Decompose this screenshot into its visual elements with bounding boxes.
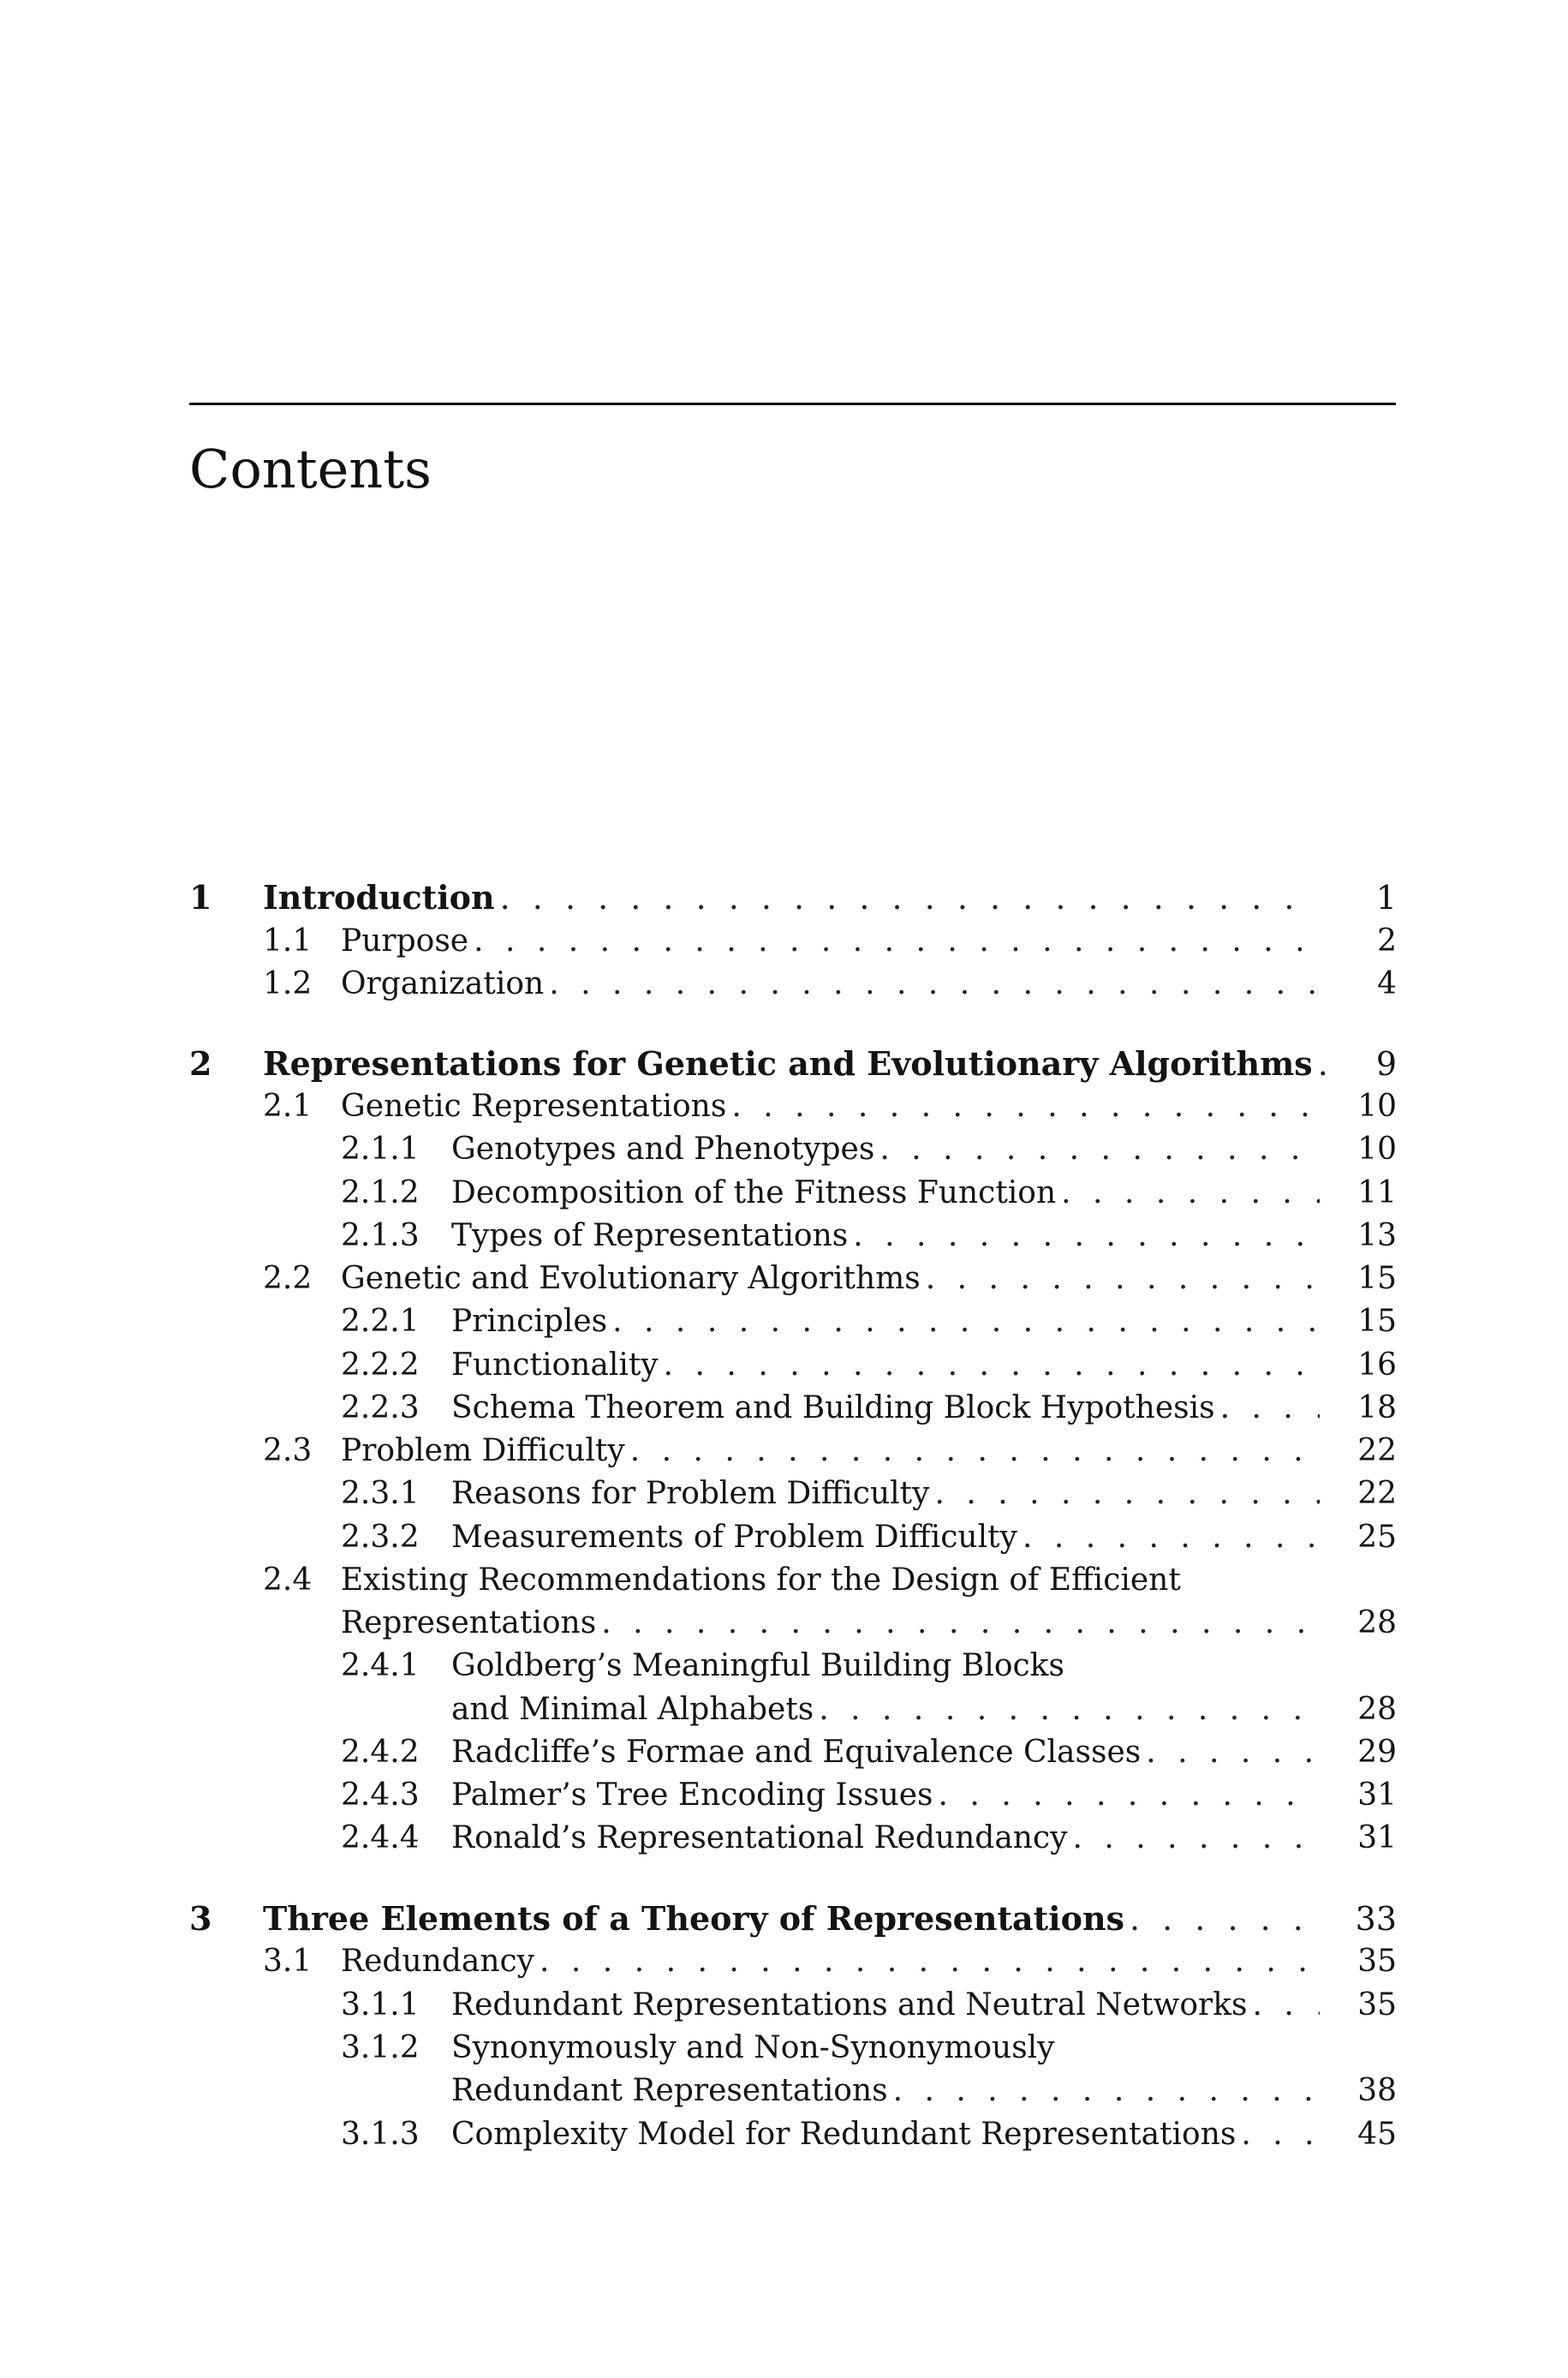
dot-leader bbox=[929, 1473, 1320, 1515]
dot-leader bbox=[1068, 1817, 1321, 1860]
toc-subsection-3-1-2-line1[interactable] bbox=[0, 2027, 1568, 2070]
toc-page-number: 2 bbox=[1377, 923, 1397, 959]
toc-title: Redundant Representations and Neutral Networks bbox=[451, 1987, 1248, 2022]
toc-number: 3.1.2 bbox=[341, 2030, 420, 2065]
toc-number: 2.4 bbox=[263, 1562, 313, 1598]
toc-title: Decomposition of the Fitness Function bbox=[451, 1175, 1057, 1210]
toc-number: 2.1.1 bbox=[341, 1132, 420, 1167]
toc-page-number: 35 bbox=[1357, 1987, 1397, 2022]
toc-title: Genetic and Evolutionary Algorithms bbox=[341, 1261, 921, 1296]
toc-section-2-4-line1[interactable] bbox=[0, 1559, 1568, 1602]
toc-number: 2.1.3 bbox=[341, 1218, 420, 1253]
toc-number: 2.4.4 bbox=[341, 1820, 420, 1855]
dot-leader bbox=[468, 920, 1320, 963]
toc-page-number: 38 bbox=[1357, 2073, 1397, 2108]
dot-leader bbox=[726, 1085, 1320, 1128]
toc-chapter-3[interactable] bbox=[0, 1897, 1568, 1940]
toc-number: 2 bbox=[189, 1044, 212, 1083]
toc-subsection-2-1-1[interactable] bbox=[0, 1128, 1568, 1171]
dot-leader bbox=[495, 876, 1320, 919]
toc-section-1-1[interactable] bbox=[0, 920, 1568, 963]
toc-subsection-2-4-1-line1[interactable] bbox=[0, 1645, 1568, 1688]
toc-section-1-2[interactable] bbox=[0, 963, 1568, 1006]
toc-title: Purpose bbox=[341, 923, 469, 959]
toc-section-3-1[interactable] bbox=[0, 1940, 1568, 1983]
toc-page-number: 9 bbox=[1375, 1045, 1397, 1083]
toc-title: Redundancy bbox=[341, 1944, 535, 1979]
toc-page-number: 22 bbox=[1357, 1433, 1397, 1468]
toc-section-2-4-line2[interactable] bbox=[0, 1602, 1568, 1645]
toc-number: 2.2.3 bbox=[341, 1390, 420, 1425]
toc-page-number: 45 bbox=[1357, 2117, 1397, 2152]
toc-section-2-3[interactable] bbox=[0, 1430, 1568, 1473]
toc-page-number: 22 bbox=[1357, 1476, 1397, 1511]
toc-subsection-3-1-3[interactable] bbox=[0, 2113, 1568, 2156]
dot-leader bbox=[921, 1258, 1320, 1300]
dot-leader bbox=[888, 2070, 1320, 2112]
toc-page-number: 15 bbox=[1357, 1304, 1397, 1339]
dot-leader bbox=[1215, 1387, 1320, 1430]
toc-title-continued: and Minimal Alphabets bbox=[451, 1692, 814, 1727]
dot-leader bbox=[1056, 1172, 1320, 1215]
toc-number: 2.2 bbox=[263, 1261, 313, 1296]
dot-leader bbox=[625, 1430, 1320, 1473]
toc-number: 2.4.1 bbox=[341, 1648, 420, 1683]
toc-page-number: 35 bbox=[1357, 1944, 1397, 1979]
toc-subsection-3-1-2-line2[interactable] bbox=[0, 2070, 1568, 2112]
toc-section-2-2[interactable] bbox=[0, 1258, 1568, 1300]
toc-page-number: 28 bbox=[1357, 1605, 1397, 1640]
toc-title: Palmer’s Tree Encoding Issues bbox=[451, 1778, 933, 1813]
toc-page-number: 10 bbox=[1357, 1089, 1397, 1124]
toc-title: Three Elements of a Theory of Representations bbox=[263, 1899, 1124, 1938]
toc-title: Types of Representations bbox=[451, 1218, 849, 1253]
toc-title: Principles bbox=[451, 1304, 608, 1339]
toc-title: Functionality bbox=[451, 1347, 659, 1383]
dot-leader bbox=[933, 1774, 1320, 1817]
toc-page-number: 31 bbox=[1357, 1778, 1397, 1813]
toc-title: Synonymously and Non-Synonymously bbox=[451, 2030, 1055, 2065]
toc-number: 3.1.3 bbox=[341, 2117, 420, 2152]
toc-subsection-2-2-2[interactable] bbox=[0, 1344, 1568, 1387]
toc-subsection-2-2-1[interactable] bbox=[0, 1300, 1568, 1343]
toc-page-number: 28 bbox=[1357, 1692, 1397, 1727]
toc-subsection-2-3-1[interactable] bbox=[0, 1473, 1568, 1515]
dot-leader bbox=[874, 1128, 1320, 1171]
toc-number: 2.3 bbox=[263, 1433, 313, 1468]
toc-page-number: 29 bbox=[1357, 1735, 1397, 1770]
toc-title: Existing Recommendations for the Design of Efficient bbox=[341, 1562, 1181, 1598]
toc-page-number: 18 bbox=[1357, 1390, 1397, 1425]
toc-number: 2.1.2 bbox=[341, 1175, 420, 1210]
dot-leader bbox=[1141, 1731, 1320, 1774]
dot-leader bbox=[596, 1602, 1320, 1645]
toc-page-number: 16 bbox=[1357, 1347, 1397, 1383]
toc-chapter-2[interactable] bbox=[0, 1043, 1568, 1085]
dot-leader bbox=[659, 1344, 1320, 1387]
toc-page-number: 4 bbox=[1377, 966, 1397, 1001]
toc-page-number: 31 bbox=[1357, 1820, 1397, 1855]
dot-leader bbox=[848, 1215, 1320, 1258]
toc-subsection-2-2-3[interactable] bbox=[0, 1387, 1568, 1430]
toc-subsection-2-4-1-line2[interactable] bbox=[0, 1688, 1568, 1731]
toc-title: Ronald’s Representational Redundancy bbox=[451, 1820, 1068, 1855]
toc-page-number: 15 bbox=[1357, 1261, 1397, 1296]
toc-number: 2.3.1 bbox=[341, 1476, 420, 1511]
dot-leader bbox=[1236, 2113, 1320, 2156]
page-title: Contents bbox=[189, 438, 432, 500]
toc-page-number: 33 bbox=[1355, 1900, 1397, 1938]
toc-page-number: 11 bbox=[1357, 1175, 1397, 1210]
toc-title: Goldberg’s Meaningful Building Blocks bbox=[451, 1648, 1064, 1683]
dot-leader bbox=[1124, 1897, 1320, 1940]
toc-chapter-1[interactable] bbox=[0, 876, 1568, 919]
toc-page-number: 13 bbox=[1357, 1218, 1397, 1253]
toc-number: 1.1 bbox=[263, 923, 313, 959]
dot-leader bbox=[534, 1940, 1320, 1983]
toc-title: Problem Difficulty bbox=[341, 1433, 625, 1468]
toc-title: Organization bbox=[341, 966, 545, 1001]
toc-subsection-2-1-3[interactable] bbox=[0, 1215, 1568, 1258]
toc-title: Representations for Genetic and Evolutionary Algorithms bbox=[263, 1044, 1313, 1083]
toc-subsection-2-1-2[interactable] bbox=[0, 1172, 1568, 1215]
toc-subsection-2-4-4[interactable] bbox=[0, 1817, 1568, 1860]
toc-number: 3.1.1 bbox=[341, 1987, 420, 2022]
toc-subsection-2-4-2[interactable] bbox=[0, 1731, 1568, 1774]
toc-number: 2.1 bbox=[263, 1089, 313, 1124]
toc-title: Measurements of Problem Difficulty bbox=[451, 1520, 1017, 1555]
toc-title: Genotypes and Phenotypes bbox=[451, 1132, 875, 1167]
toc-number: 2.3.2 bbox=[341, 1520, 420, 1555]
toc-number: 2.2.2 bbox=[341, 1347, 420, 1383]
toc-title: Schema Theorem and Building Block Hypothesis bbox=[451, 1390, 1215, 1425]
toc-section-2-1[interactable] bbox=[0, 1085, 1568, 1128]
toc-title-continued: Redundant Representations bbox=[451, 2073, 888, 2108]
dot-leader bbox=[544, 963, 1320, 1006]
toc-number: 1.2 bbox=[263, 966, 313, 1001]
toc-title: Genetic Representations bbox=[341, 1089, 727, 1124]
toc-number: 3 bbox=[189, 1899, 212, 1938]
dot-leader bbox=[1248, 1984, 1320, 2027]
toc-page-number: 1 bbox=[1375, 879, 1397, 917]
toc-number: 2.2.1 bbox=[341, 1304, 420, 1339]
dot-leader bbox=[1017, 1516, 1320, 1559]
toc-subsection-3-1-1[interactable] bbox=[0, 1984, 1568, 2027]
toc-page-number: 10 bbox=[1357, 1132, 1397, 1167]
toc-number: 1 bbox=[189, 878, 212, 917]
toc-title-continued: Representations bbox=[341, 1605, 597, 1640]
toc-title: Radcliffe’s Formae and Equivalence Classes bbox=[451, 1735, 1142, 1770]
toc-title: Introduction bbox=[263, 878, 495, 917]
toc-number: 2.4.3 bbox=[341, 1778, 420, 1813]
dot-leader bbox=[607, 1300, 1320, 1343]
toc-number: 3.1 bbox=[263, 1944, 313, 1979]
dot-leader bbox=[814, 1688, 1320, 1731]
toc-title: Reasons for Problem Difficulty bbox=[451, 1476, 930, 1511]
toc-page-number: 25 bbox=[1357, 1520, 1397, 1555]
toc-title: Complexity Model for Redundant Representations bbox=[451, 2117, 1237, 2152]
toc-number: 2.4.2 bbox=[341, 1735, 420, 1770]
toc-subsection-2-3-2[interactable] bbox=[0, 1516, 1568, 1559]
toc-subsection-2-4-3[interactable] bbox=[0, 1774, 1568, 1817]
